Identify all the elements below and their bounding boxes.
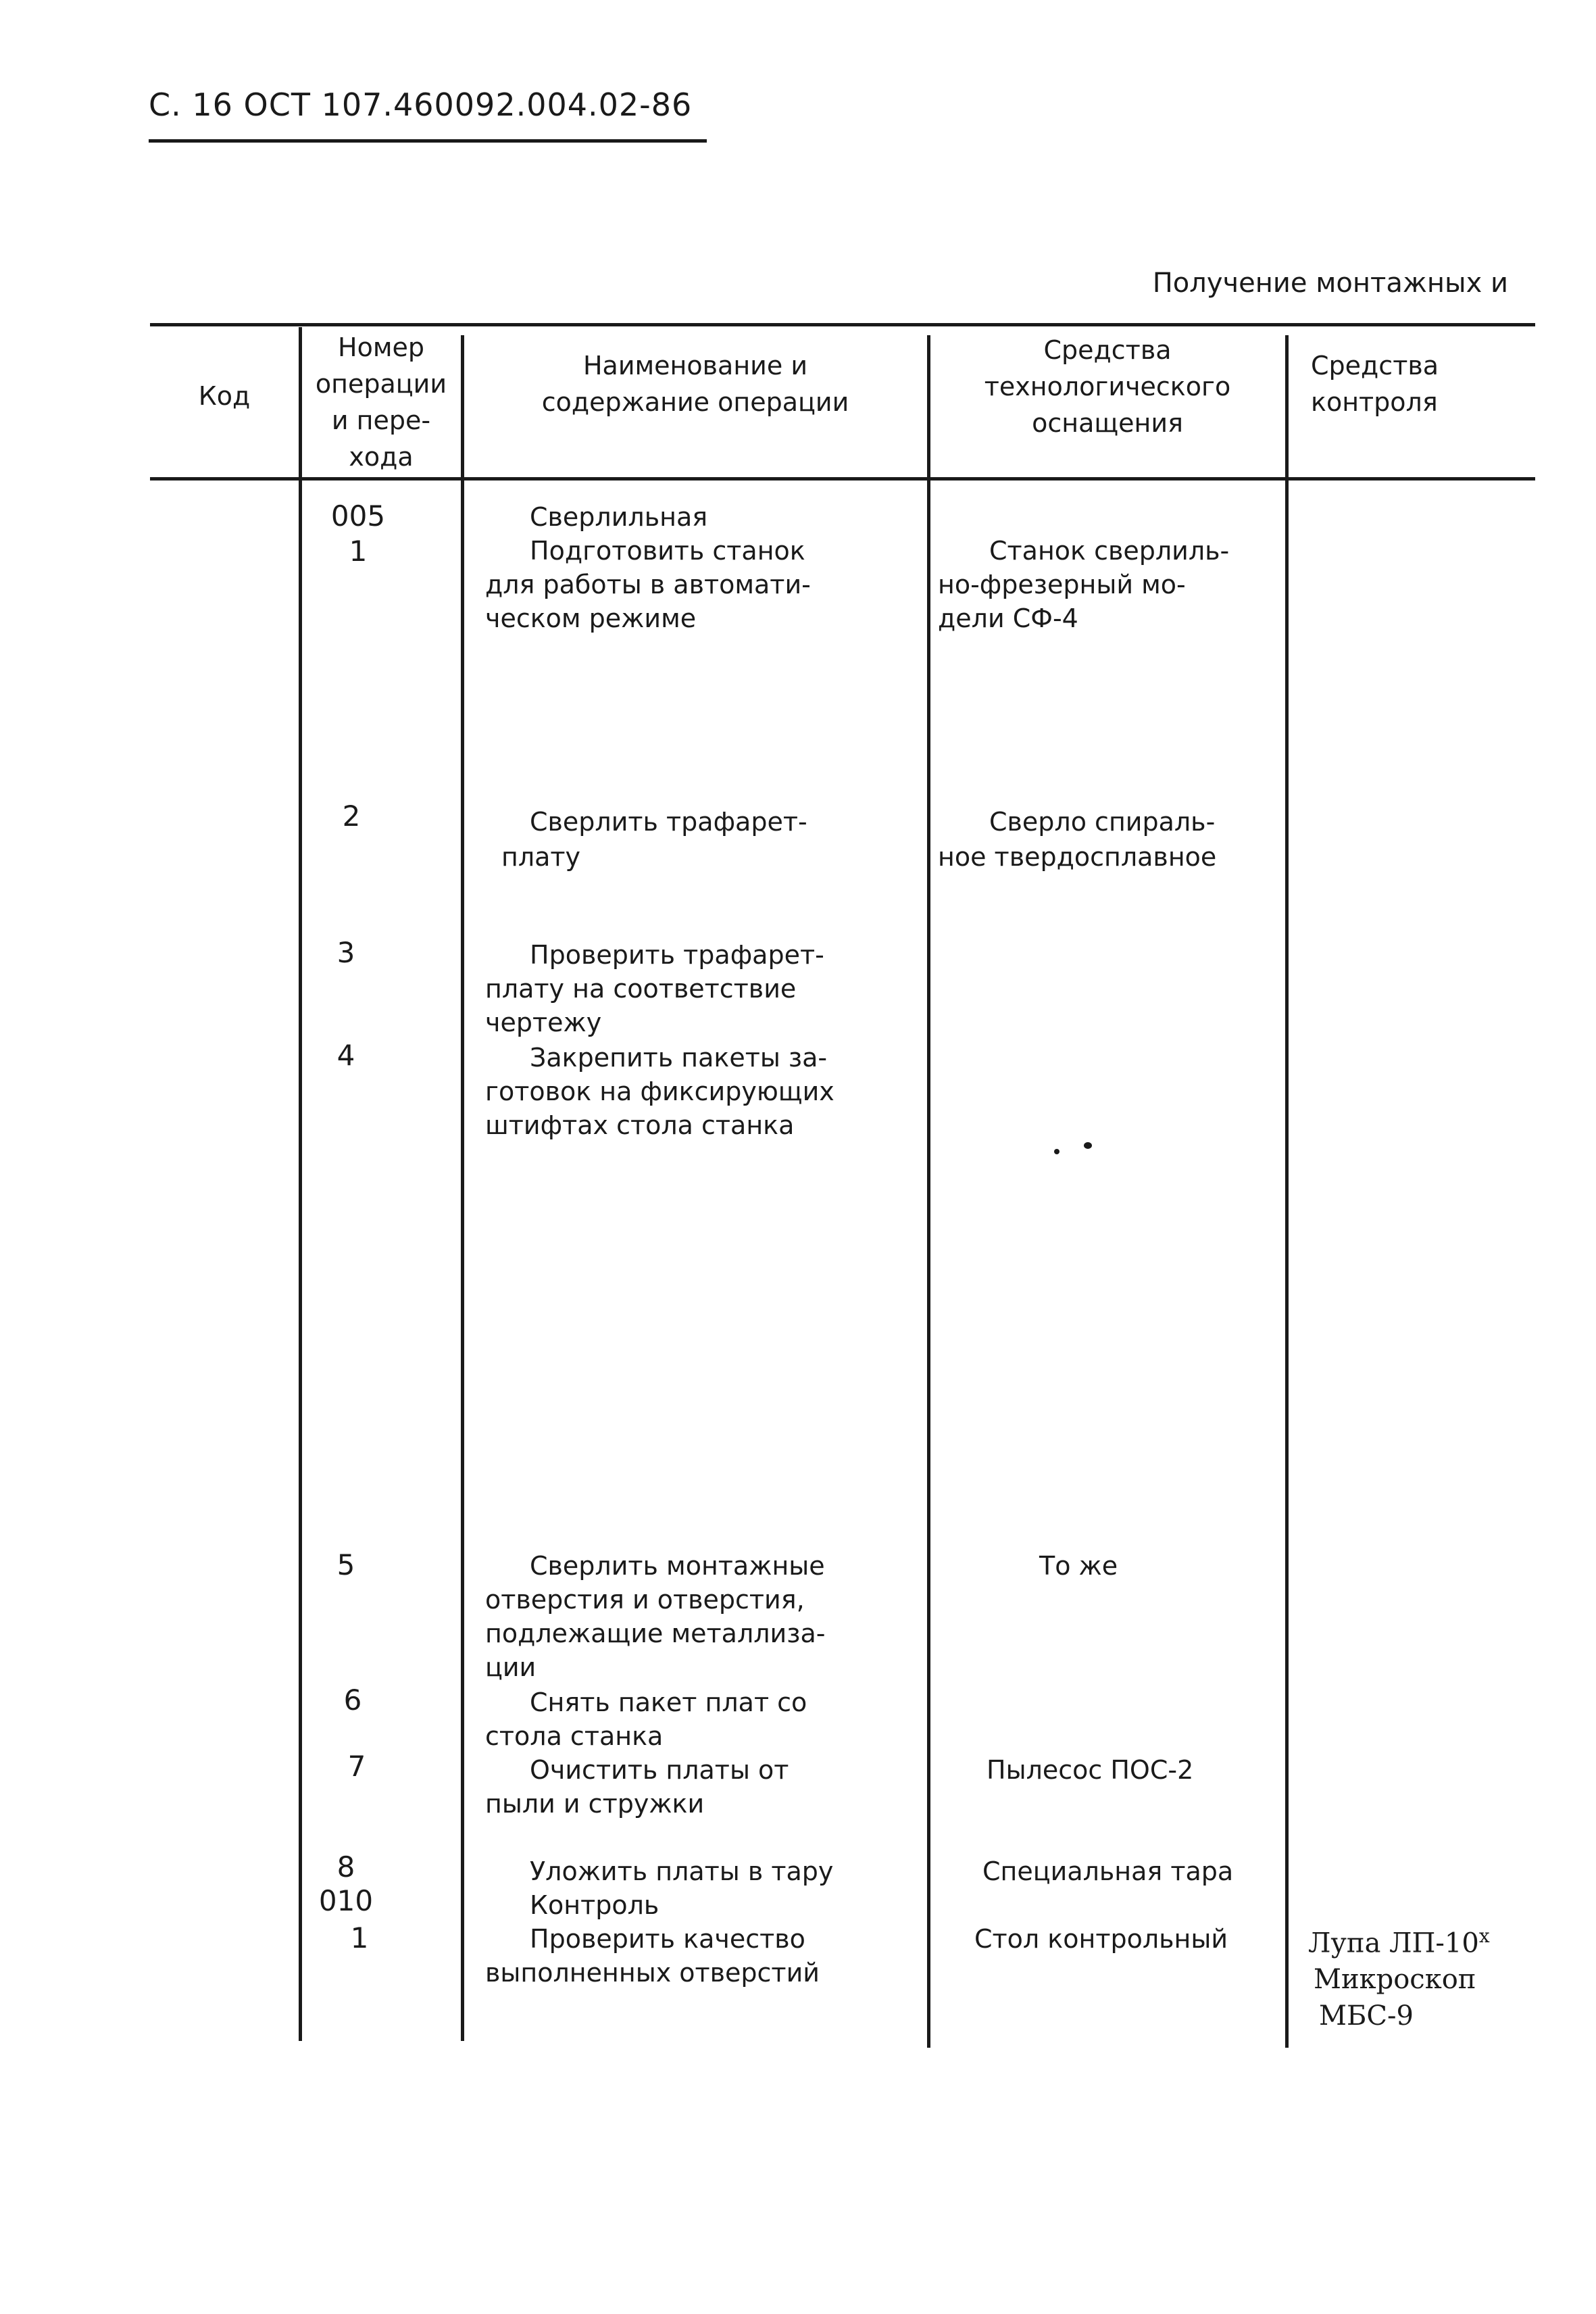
footnote-mark: х <box>1478 1925 1490 1947</box>
row-equipment <box>938 534 1229 635</box>
operation-text-line: ческом режиме <box>485 604 697 633</box>
column-header-control-line: Средства <box>1311 351 1439 380</box>
transition-number: 5 <box>336 1548 355 1581</box>
row-equipment <box>987 1753 1193 1787</box>
page-header: С. 16 ОСТ 107.460092.004.02-86 <box>149 87 693 123</box>
operation-text-line: ции <box>485 1652 537 1682</box>
table-header-border <box>150 477 1535 481</box>
column-header-equipment-line: технологического <box>984 371 1231 401</box>
column-header-equipment-line: оснащения <box>1032 408 1183 438</box>
row-equipment <box>938 804 1216 875</box>
operation-text-line: Проверить качество <box>530 1924 805 1954</box>
row-name <box>485 1549 825 1684</box>
scan-speck <box>1054 1149 1059 1154</box>
equipment-text-line: То же <box>1039 1551 1118 1581</box>
column-header-number <box>301 330 461 476</box>
row-equipment <box>974 1922 1228 1956</box>
column-header-code: Код <box>198 381 251 411</box>
equipment-text-line: Специальная тара <box>982 1856 1234 1886</box>
transition-number: 7 <box>347 1750 366 1783</box>
column-header-equipment-line: Средства <box>1043 335 1172 365</box>
row-number <box>297 797 405 835</box>
column-divider-1 <box>299 327 302 2041</box>
section-title: Получение монтажных и <box>1152 268 1508 299</box>
operation-text-line: плату на соответствие <box>485 974 797 1004</box>
scan-speck <box>1084 1142 1092 1149</box>
row-number <box>292 1546 400 1583</box>
row-control <box>1308 1918 1490 2034</box>
operation-text-line: подлежащие металлиза- <box>485 1619 826 1648</box>
row-number <box>292 1037 400 1074</box>
transition-number: 1 <box>349 535 368 568</box>
row-name <box>485 804 807 875</box>
operation-text-line: Сверлить монтажные <box>530 1551 825 1581</box>
equipment-text-line: Станок сверлиль- <box>989 536 1230 566</box>
operation-text-line: Подготовить станок <box>530 536 805 566</box>
operation-text-line: Снять пакет плат со <box>530 1688 807 1717</box>
row-number <box>292 1850 400 1918</box>
column-header-name-line: Наименование и <box>582 351 808 380</box>
control-instrument: Лупа ЛП-10 <box>1308 1927 1479 1959</box>
column-divider-2 <box>461 335 464 2041</box>
column-header-number-line: и пере- <box>331 405 431 435</box>
transition-number: 2 <box>342 799 361 833</box>
equipment-text-line: Сверло спираль- <box>989 807 1216 837</box>
row-number <box>305 1919 414 1956</box>
operation-text-line: для работы в автомати- <box>485 570 811 599</box>
transition-number: 6 <box>343 1683 362 1717</box>
column-divider-3 <box>927 335 930 2048</box>
operation-text-line: Сверлить трафарет- <box>530 807 807 837</box>
row-equipment <box>1039 1549 1118 1583</box>
column-header-name <box>464 348 927 421</box>
operation-text-line: выполненных отверстий <box>485 1958 820 1988</box>
operation-text-line: Очистить платы от <box>530 1755 789 1785</box>
operation-name: Контроль <box>530 1890 659 1920</box>
equipment-text-line: но-фрезерный мо- <box>938 570 1186 599</box>
equipment-text-line: ное твердосплавное <box>938 842 1217 872</box>
row-name <box>485 1922 820 1990</box>
operation-code: 010 <box>318 1884 374 1917</box>
row-name <box>485 1041 834 1142</box>
column-divider-4 <box>1285 335 1289 2048</box>
operation-text-line: Проверить трафарет- <box>530 940 824 970</box>
row-number <box>303 1748 411 1785</box>
column-header-number-line: Номер <box>338 333 424 362</box>
operation-code: 005 <box>330 499 386 533</box>
column-header-name-line: содержание операции <box>541 387 849 417</box>
row-name <box>485 500 811 635</box>
control-text-line: МБС-9 <box>1319 2000 1414 2032</box>
transition-number: 3 <box>336 936 355 969</box>
row-number <box>292 934 400 971</box>
column-header-equipment <box>930 333 1285 442</box>
operation-text-line: пыли и стружки <box>485 1789 705 1819</box>
control-text-line: Микроскоп <box>1314 1964 1476 1996</box>
equipment-text-line: дели СФ-4 <box>938 604 1078 633</box>
transition-number: 8 <box>336 1850 355 1884</box>
operation-text-line: чертежу <box>485 1008 602 1037</box>
transition-number: 4 <box>336 1039 355 1072</box>
column-header-number-line: операции <box>315 368 447 399</box>
operation-text-line: Закрепить пакеты за- <box>530 1043 828 1073</box>
row-name <box>485 1854 833 1922</box>
row-name <box>485 1753 789 1821</box>
row-name <box>485 938 824 1039</box>
table-top-border <box>150 323 1535 326</box>
operation-text-line: отверстия и отверстия, <box>485 1585 805 1615</box>
row-equipment <box>982 1854 1233 1888</box>
transition-number: 1 <box>350 1921 369 1954</box>
column-header-number-line: хода <box>349 441 414 472</box>
control-text-line <box>1308 1918 1490 1961</box>
equipment-text-line: Стол контрольный <box>974 1924 1228 1954</box>
column-header-control <box>1311 348 1439 421</box>
operation-text-line: плату <box>501 842 581 872</box>
operation-text-line: стола станка <box>485 1721 664 1751</box>
column-header-control-line: контроля <box>1311 387 1438 417</box>
header-underline <box>149 139 707 143</box>
row-number <box>299 1681 407 1719</box>
row-number <box>304 499 412 569</box>
operation-name: Сверлильная <box>530 502 708 532</box>
operation-text-line: готовок на фиксирующих <box>485 1077 834 1106</box>
equipment-text-line: Пылесос ПОС-2 <box>987 1755 1194 1785</box>
row-name <box>485 1685 807 1753</box>
operation-text-line: Уложить платы в тару <box>530 1856 834 1886</box>
operation-text-line: штифтах стола станка <box>485 1110 795 1140</box>
